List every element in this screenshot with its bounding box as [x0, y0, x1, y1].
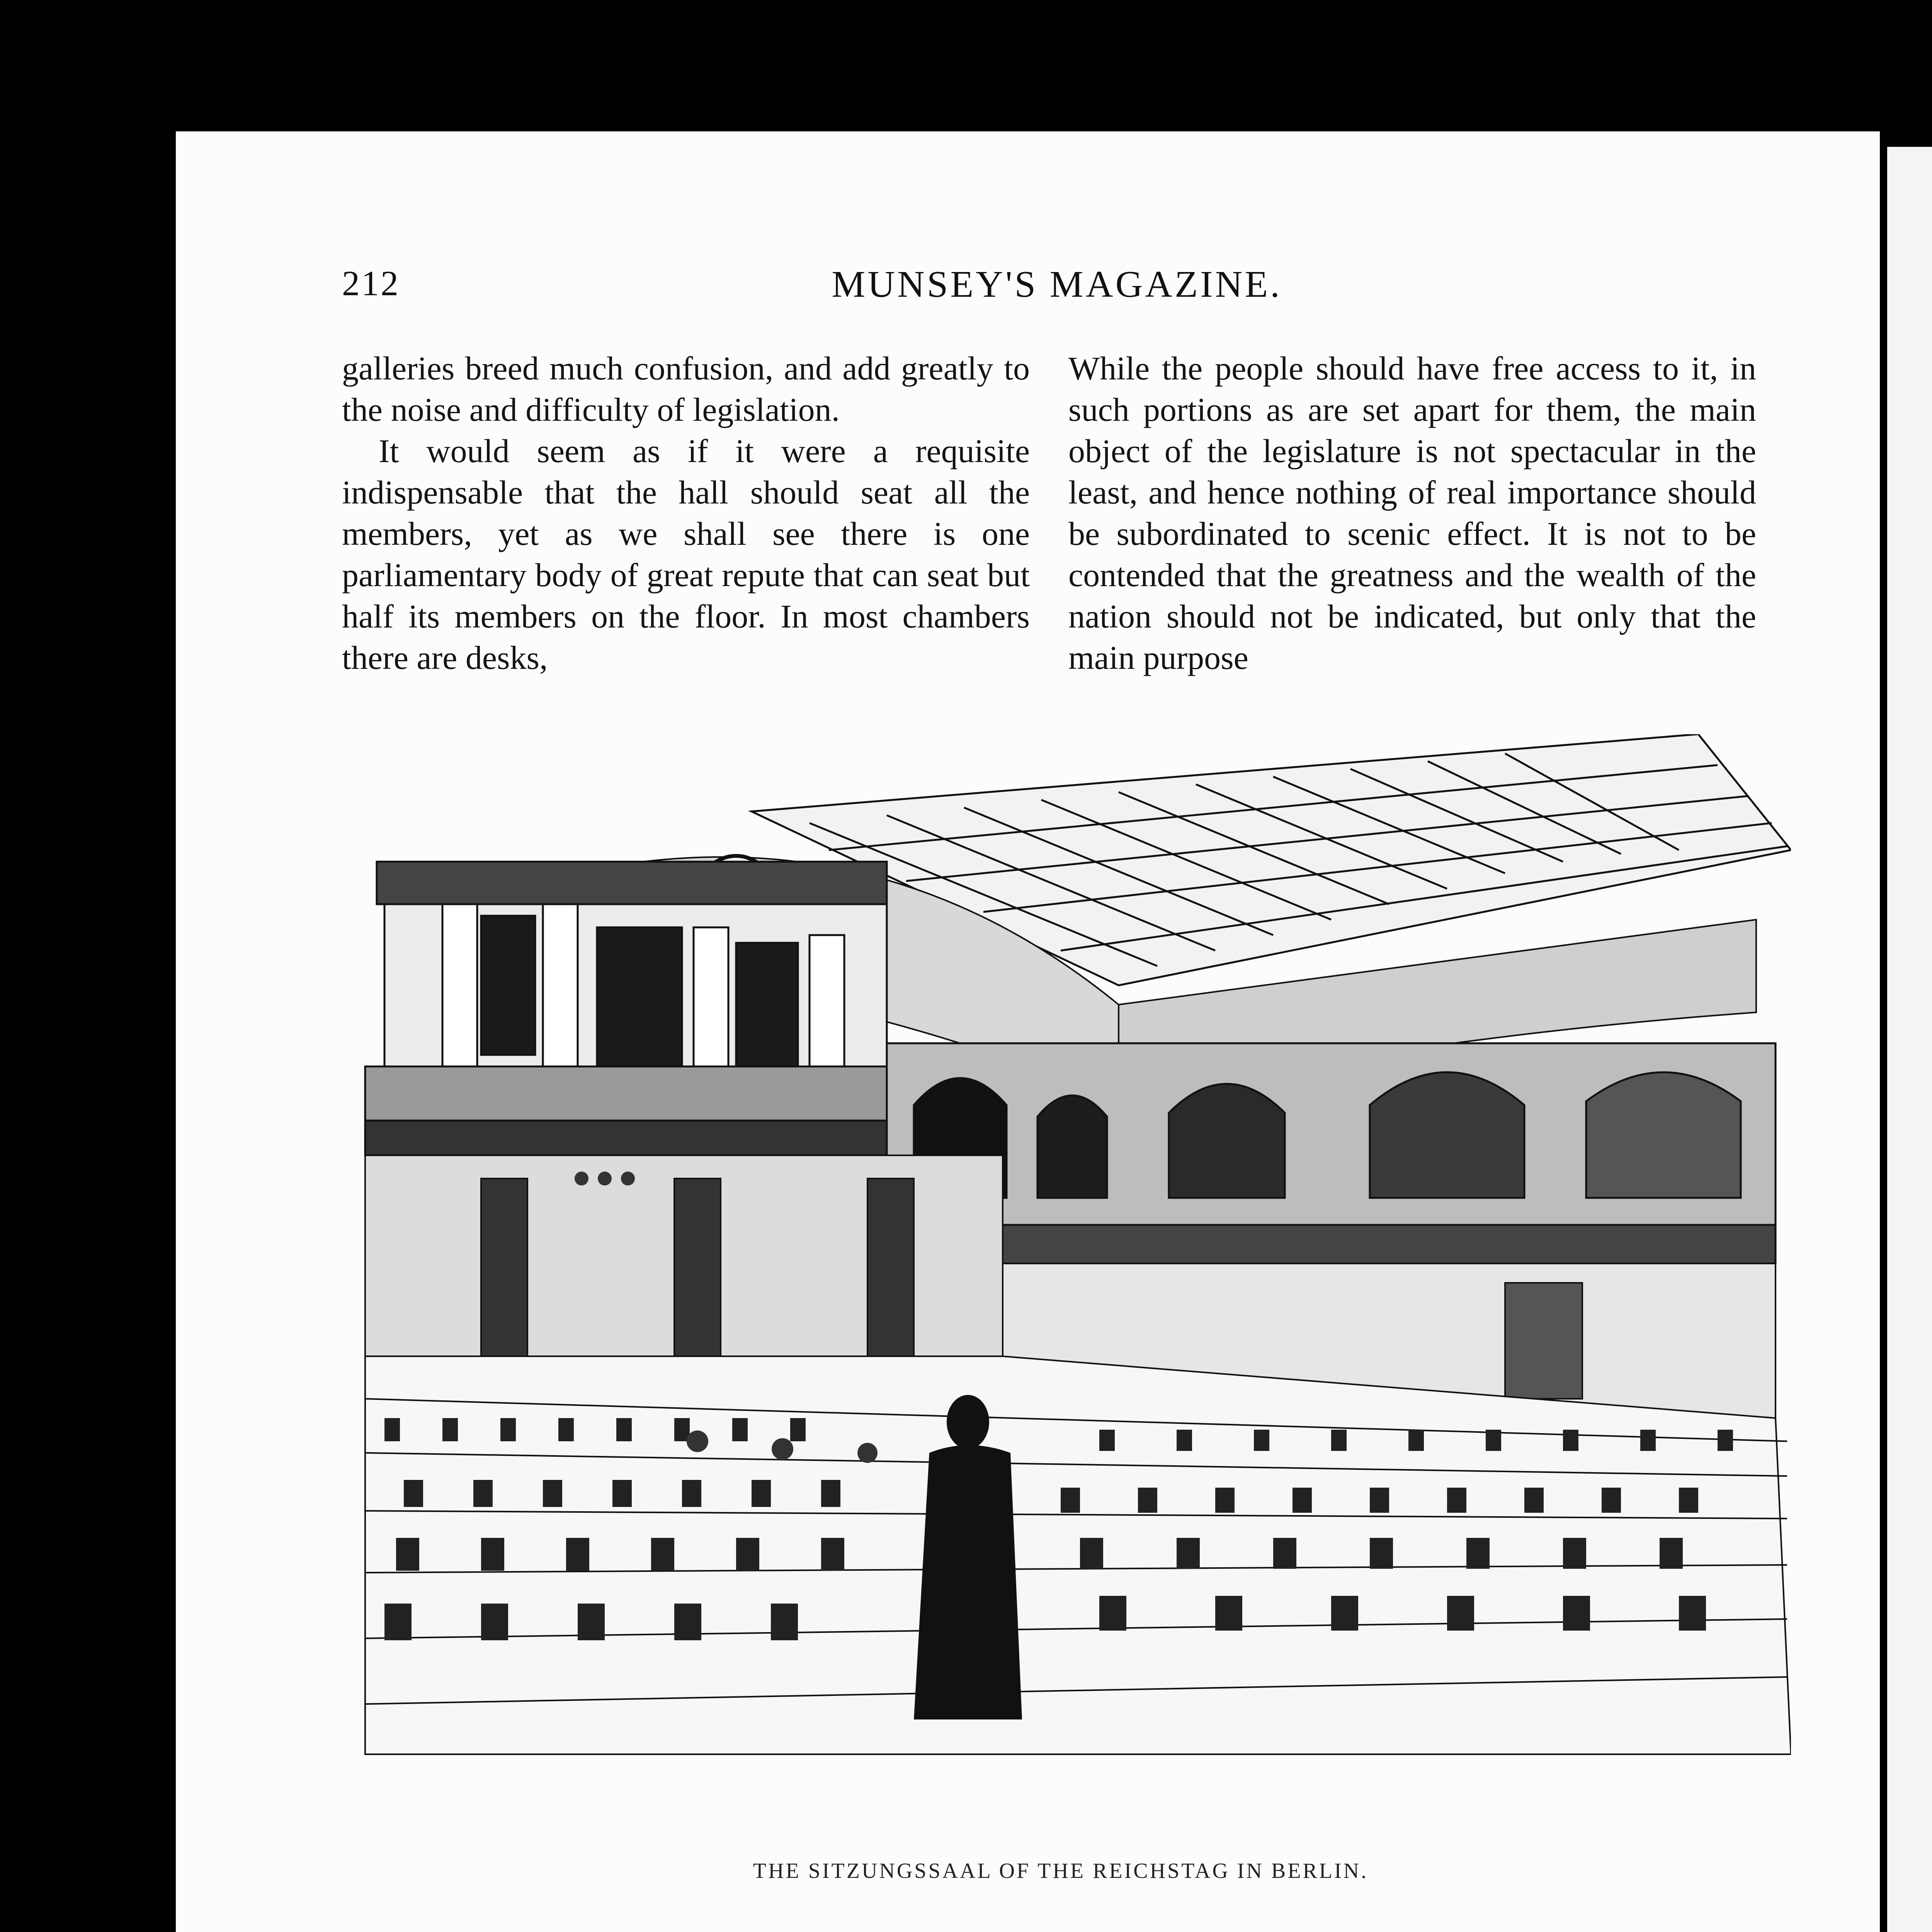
paragraph: It would seem as if it were a requisite indispensable that the hall should seat all the members, yet as we shall see there is one parliamentary body of great repute that can seat but half its members on the floor. In most chambers there are desks,: [342, 432, 1030, 676]
top-right-column: [1068, 348, 1756, 679]
adjacent-page-edge: [1882, 147, 1932, 1932]
reichstag-hall-illustration: [327, 734, 1791, 1835]
page-number: 212: [342, 264, 400, 303]
illustration-caption: THE SITZUNGSSAAL OF THE REICHSTAG IN BERLIN.: [753, 1859, 1369, 1883]
right-arcade: [887, 1043, 1776, 1264]
magazine-page: [176, 131, 1880, 1932]
page-header: [342, 263, 1772, 309]
running-title: MUNSEY'S MAGAZINE.: [832, 264, 1282, 305]
paragraph: While the people should have free access to it, in such portions as are set apart for them, the main object of the legislature is not spectacular in the least, and hence nothing of real importance should be subordinated to scenic effect. It is not to be contended that the greatness and the wealth of the nation should not be indicated, but only that the main purpose: [1068, 350, 1756, 676]
top-left-column: [342, 348, 1030, 679]
paragraph: galleries breed much confusion, and add greatly to the noise and difficulty of legislation.: [342, 350, 1030, 428]
